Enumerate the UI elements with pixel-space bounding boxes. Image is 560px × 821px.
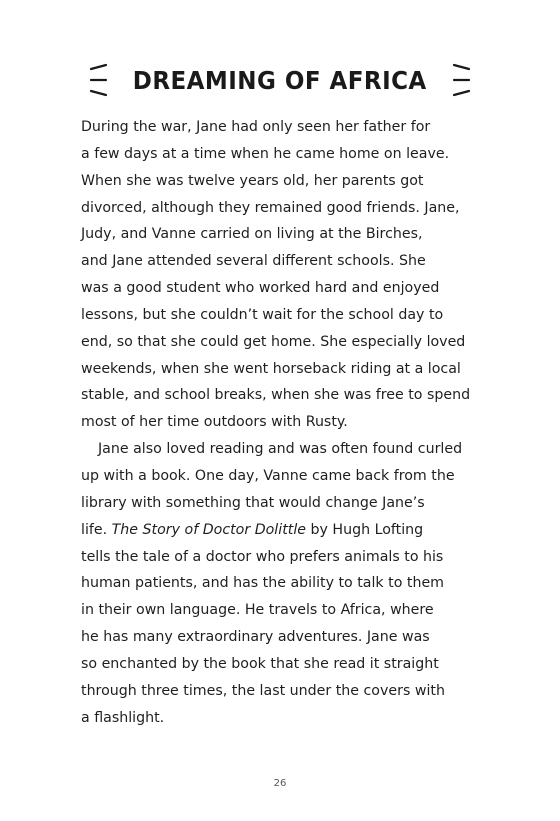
paragraph-2-line: human patients, and has the ability to talk to them [81, 575, 445, 592]
paragraph-1-line: and Jane attended several different schools. She [81, 253, 426, 270]
paragraph-1-line: divorced, although they remained good friends. Jane, [81, 199, 460, 216]
paragraph-1-line: a few days at a time when he came home on leave. [81, 145, 450, 162]
book-line-suffix: by Hugh Lofting [306, 521, 424, 538]
left-dash-ornament-icon [88, 63, 110, 97]
right-dash-ornament-icon [450, 63, 472, 97]
paragraph-2-line: in their own language. He travels to Africa, where [81, 602, 434, 619]
paragraph-1-line: end, so that she could get home. She especially loved [81, 333, 466, 350]
paragraph-1-line: stable, and school breaks, when she was free to spend [81, 387, 471, 404]
paragraph-1-line: Judy, and Vanne carried on living at the Birches, [81, 226, 423, 243]
chapter-heading [0, 60, 560, 100]
paragraph-2-line: tells the tale of a doctor who prefers animals to his [81, 548, 444, 565]
paragraph-1-line: most of her time outdoors with Rusty. [81, 414, 348, 431]
paragraph-2-line: Jane also loved reading and was often found curled [98, 441, 463, 458]
paragraph-1-line: During the war, Jane had only seen her father for [81, 119, 431, 135]
paragraph-1-line: When she was twelve years old, her parents got [81, 172, 424, 189]
paragraph-2-line: library with something that would change Jane’s [81, 494, 425, 511]
paragraph-1-line: weekends, when she went horseback riding at a local [81, 360, 461, 377]
paragraph-2-line: up with a book. One day, Vanne came back from the [81, 467, 455, 484]
paragraph-1-line: lessons, but she couldn’t wait for the school day to [81, 306, 444, 323]
paragraph-2-line: through three times, the last under the covers with [81, 682, 445, 699]
book-line-prefix: life. [81, 521, 112, 538]
paragraph-2-line: a flashlight. [81, 709, 165, 726]
paragraph-1-line: was a good student who worked hard and enjoyed [81, 280, 440, 297]
page-number: 26 [273, 778, 287, 789]
paragraph-2-line: he has many extraordinary adventures. Jane was [81, 629, 430, 646]
paragraph-2-book-line [81, 517, 481, 544]
paragraph-2-line: so enchanted by the book that she read it straight [81, 655, 439, 672]
book-title: The Story of Doctor Dolittle [111, 521, 306, 538]
chapter-title: DREAMING OF AFRICA [133, 65, 427, 95]
body-text [81, 114, 481, 731]
